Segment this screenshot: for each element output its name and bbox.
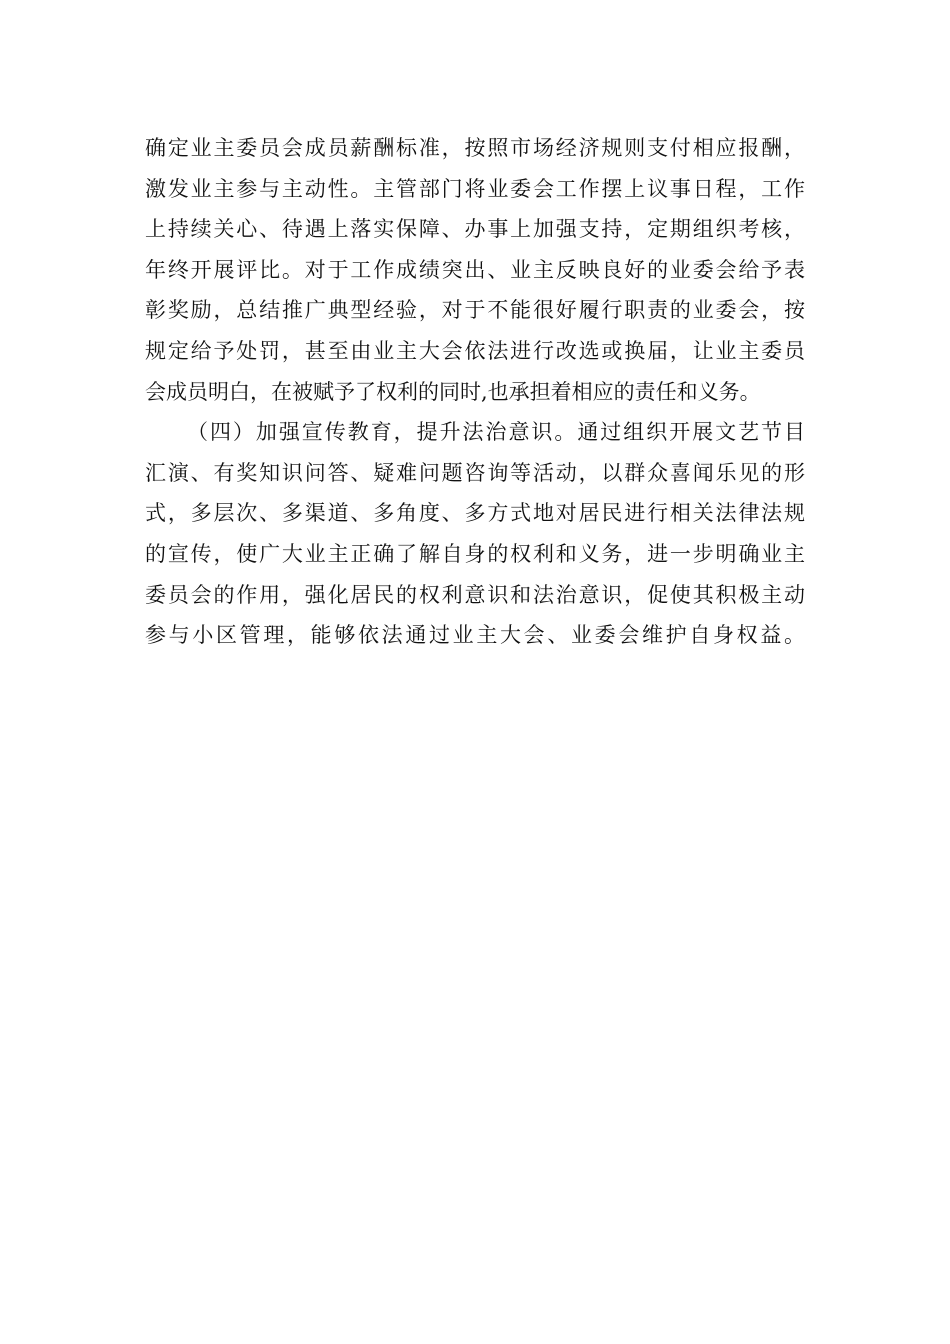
document-body — [145, 128, 805, 696]
text-line: 彰奖励，总结推广典型经验，对于不能很好履行职责的业委会，按 — [145, 298, 805, 323]
text-line: 式，多层次、多渠道、多角度、多方式地对居民进行相关法律法规 — [145, 501, 805, 526]
text-line: 的宣传，使广大业主正确了解自身的权利和义务，进一步明确业主 — [145, 541, 805, 566]
text-line: 参与小区管理，能够依法通过业主大会、业委会维护自身权益。 — [145, 623, 805, 648]
text-line: 规定给予处罚，甚至由业主大会依法进行改选或换届，让业主委员 — [145, 338, 805, 363]
text-line: 会成员明白，在被赋予了权利的同时,也承担着相应的责任和义务。 — [145, 379, 761, 404]
text-line: 委员会的作用，强化居民的权利意识和法治意识，促使其积极主动 — [145, 582, 805, 607]
text-line — [145, 656, 805, 697]
text-line: 上持续关心、待遇上落实保障、办事上加强支持，定期组织考核， — [145, 217, 805, 242]
text-line: 汇演、有奖知识问答、疑难问题咨询等活动，以群众喜闻乐见的形 — [145, 460, 805, 485]
paragraph-continuation — [145, 128, 805, 412]
text-line: 确定业主委员会成员薪酬标准，按照市场经济规则支付相应报酬， — [145, 136, 805, 160]
paragraph-section-four — [145, 412, 805, 696]
section-heading-line: （四）加强宣传教育，提升法治意识。通过组织开展文艺节目 — [187, 420, 805, 445]
text-line: 年终开展评比。对于工作成绩突出、业主反映良好的业委会给予表 — [145, 257, 805, 282]
text-line: 激发业主参与主动性。主管部门将业委会工作摆上议事日程，工作 — [145, 176, 805, 201]
